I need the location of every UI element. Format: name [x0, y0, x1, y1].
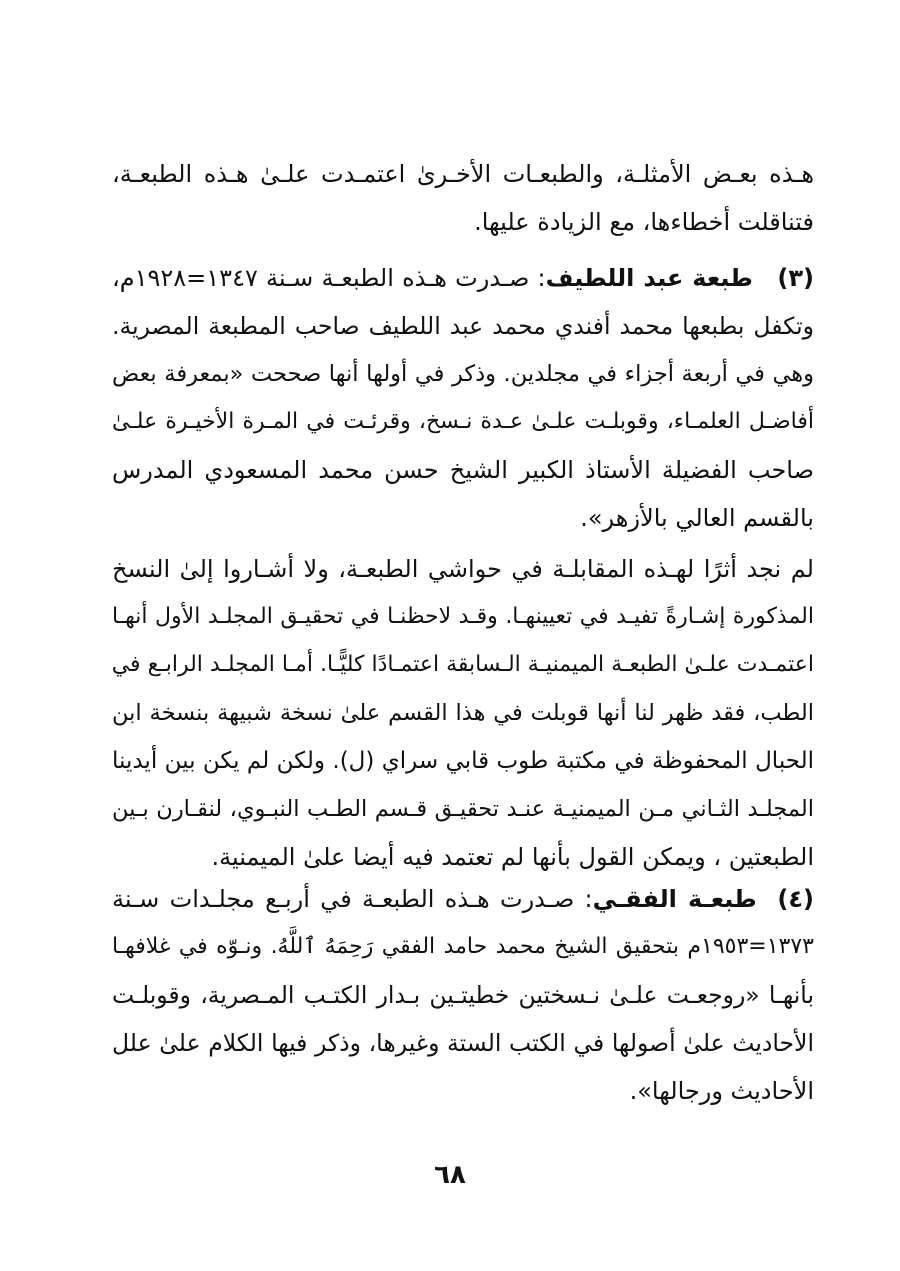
paragraph-body	[112, 545, 814, 881]
item-number: (٤)	[777, 885, 814, 913]
text-fragment: : صـدرت هـذه الطبعـة سـنة ١٣٤٧=١٩٢٨م،	[112, 264, 546, 292]
text-line: بالقسم العالي بالأزهر».	[580, 504, 814, 532]
text-fragment: : صـدرت هـذه الطبعـة في أربـع مجلـدات سـنة	[112, 885, 593, 913]
paragraph-body	[112, 875, 814, 1115]
paragraph-body	[112, 150, 814, 246]
text-line: الطبعتين ، ويمكن القول بأنها لم تعتمد فيه أيضا علىٰ الميمنية.	[211, 843, 814, 871]
page-number: ٦٨	[434, 1160, 466, 1190]
edition-heading: طبعـة الفقـي	[592, 885, 757, 913]
text-line: الحبال المحفوظة في مكتبة طوب قابي سراي (ل). ولكن لم يكن بين أيدينا	[112, 748, 814, 774]
text-line: المجلـد الثـاني مـن الميمنيـة عنـد تحقيـق قـسم الطـب النبـوي، لنقـارن بـين	[112, 796, 814, 822]
text-line: الأحاديث ورجالها».	[629, 1077, 814, 1105]
text-line: وتكفل بطبعها محمد أفندي محمد عبد اللطيف صاحب المطبعة المصرية.	[112, 312, 814, 340]
text-line: هـذه بعـض الأمثلـة، والطبعـات الأخـرىٰ اعتمـدت علـىٰ هـذه الطبعـة،	[112, 160, 814, 188]
paragraph-examples-note	[112, 150, 814, 246]
text-line: صاحب الفضيلة الأستاذ الكبير الشيخ حسن محمد المسعودي المدرس	[112, 456, 814, 484]
text-line	[112, 875, 814, 923]
edition-heading: طبعة عبد اللطيف	[545, 264, 753, 292]
text-line: اعتمـدت علـىٰ الطبعـة الميمنيـة الـسابقة اعتمـادًا كليًّـا. أمـا المجلـد الرابـع في	[111, 652, 814, 677]
text-line: المذكورة إشـارةً تفيـد في تعيينهـا. وقـد لاحظنـا في تحقيـق المجلـد الأول أنهـا	[112, 604, 814, 629]
text-line: أفاضـل العلمـاء، وقوبلـت علـىٰ عـدة نـسخ، وقرئـت في المـرة الأخيـرة علـىٰ	[112, 409, 814, 434]
text-line: لم نجد أثرًا لهـذه المقابلـة في حواشي الطبعـة، ولا أشـاروا إلىٰ النسخ	[112, 555, 814, 583]
text-line: ١٣٧٣=١٩٥٣م بتحقيق الشيخ محمد حامد الفقي رَحِمَهُ ٱللَّهُ. ونـوّه في غلافهـا	[112, 934, 814, 959]
item-number: (٣)	[777, 264, 814, 292]
paragraph-abdullatif-edition	[112, 254, 814, 542]
text-line	[112, 254, 814, 302]
text-line: الطب، فقد ظهر لنا أنها قوبلت في هذا القسم علىٰ نسخة شبيهة بنسخة ابن	[112, 700, 814, 726]
text-line: وهي في أربعة أجزاء في مجلدين. وذكر في أولها أنها صححت «بمعرفة بعض	[112, 361, 814, 387]
paragraph-fiqi-edition	[112, 875, 814, 1115]
paragraph-body	[112, 254, 814, 542]
text-line: بأنهـا «روجعـت علـىٰ نـسختين خطيتـين بـدار الكتـب المـصرية، وقوبلـت	[112, 981, 814, 1009]
paragraph-collation-discussion	[112, 545, 814, 881]
text-line: فتناقلت أخطاءها، مع الزيادة عليها.	[474, 208, 814, 236]
text-line: الأحاديث علىٰ أصولها في الكتب الستة وغيرها، وذكر فيها الكلام علىٰ علل	[112, 1029, 814, 1057]
